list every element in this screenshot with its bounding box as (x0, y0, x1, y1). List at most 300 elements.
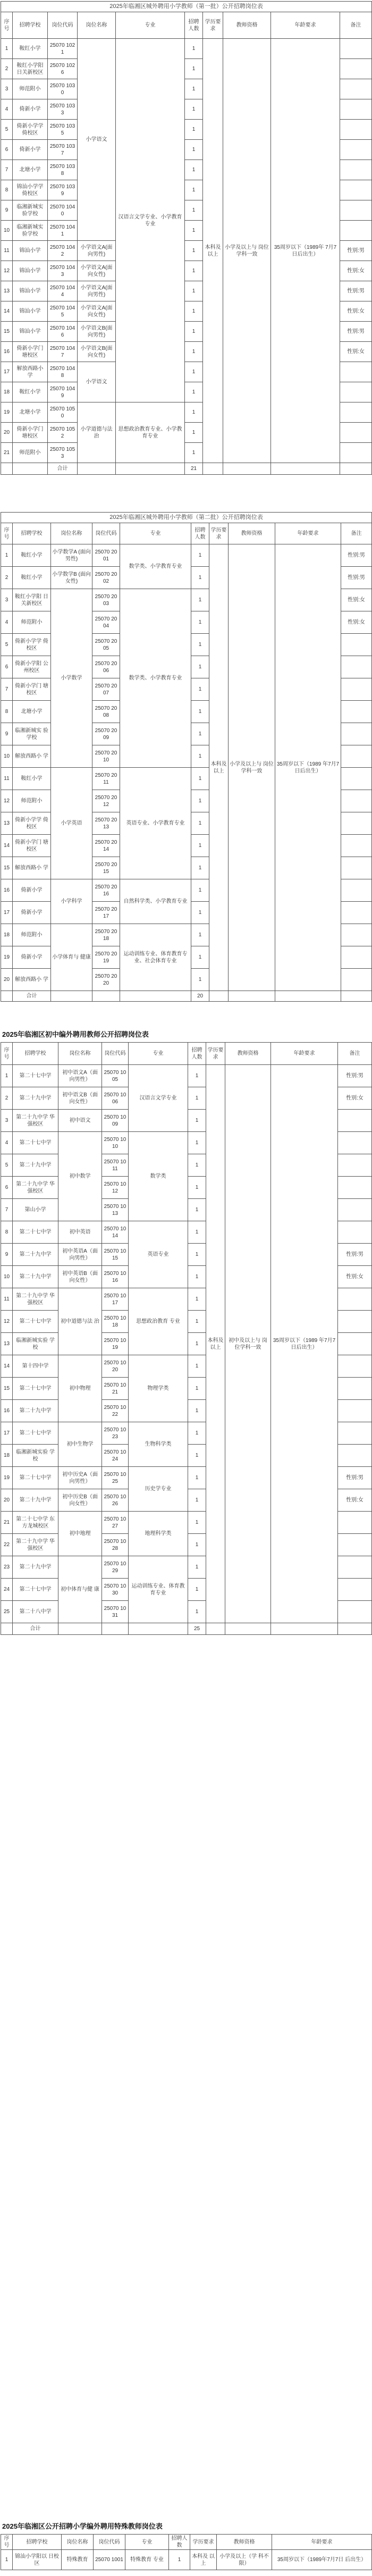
table1-count: 1 (185, 281, 203, 301)
t1-header-3: 岗位名称 (78, 12, 116, 39)
table2-school: 倚新小学学 倚校区 (13, 812, 51, 835)
table1-header-row (1, 12, 372, 39)
table3-code: 25070 1018 (102, 1311, 129, 1333)
table1-note: 性别:男 (340, 322, 372, 342)
table2-header-row (1, 523, 372, 544)
table1-school: 解放西路小 学 (13, 362, 48, 382)
table3-school: 第二十九中学 华强校区 (13, 1110, 58, 1132)
table1-seq: 17 (1, 362, 13, 382)
t1-header-1: 招聘学校 (13, 12, 48, 39)
table3-major: 汉语言文学专业 (129, 1065, 188, 1132)
table2-school: 临湘新城实 验学校 (13, 723, 51, 745)
table3-title: 2025年临湘区初中编外聘用教师公开招聘岗位表 (2, 1030, 149, 1038)
table4-seq: 1 (1, 2550, 13, 2570)
t2-header-8: 年龄要求 (275, 523, 341, 544)
table1-school: 师范附小 (13, 443, 48, 463)
table4-position: 特殊教育 (62, 2550, 94, 2570)
table2-seq: 15 (1, 857, 13, 879)
table3-note-empty (338, 1288, 372, 1311)
table3-count: 1 (188, 1154, 206, 1177)
table3-code: 25070 1021 (102, 1378, 129, 1400)
table2-school: 师范附小 (13, 611, 51, 634)
table1-seq: 2 (1, 59, 13, 79)
table3-school: 第二十九中学 (13, 1489, 58, 1512)
table3-code: 25070 1006 (102, 1087, 129, 1110)
table1-block (0, 1, 372, 475)
table2-code: 25070 2017 (92, 902, 120, 924)
table2-note: 性别:男 (341, 544, 372, 567)
table2-seq: 19 (1, 946, 13, 969)
t2-header-7: 教师资格 (229, 523, 275, 544)
table3-count: 1 (188, 1266, 206, 1288)
table1-code: 25070 1042 (48, 241, 78, 261)
table1-seq: 5 (1, 120, 13, 140)
table2-position: 小学数学 (51, 589, 92, 768)
table1-code: 25070 1053 (48, 443, 78, 463)
table1-row (1, 39, 372, 59)
t3-header-0: 序号 (1, 1043, 13, 1065)
table3-education: 本科及以上 (206, 1065, 225, 1623)
t4-header-1: 招聘学校 (13, 2535, 62, 2550)
table3-major: 生物科学类 (129, 1422, 188, 1467)
table1-note-empty (340, 180, 372, 200)
table1-note-empty (340, 79, 372, 99)
table2-row (1, 544, 372, 567)
table3-code: 25070 1013 (102, 1199, 129, 1221)
table2-count: 1 (191, 723, 209, 745)
t3-header-8: 年龄要求 (271, 1043, 338, 1065)
table3-block (0, 1027, 372, 1635)
table3-school: 第二十九中学 (13, 1154, 58, 1177)
table2-position: 小学英语 (51, 768, 92, 879)
table2-code: 25070 2008 (92, 701, 120, 723)
table1-note: 性别:女 (340, 342, 372, 362)
table2-code: 25070 2007 (92, 678, 120, 701)
table1-note-empty (340, 423, 372, 443)
table1-school: 锦汕小学 (13, 322, 48, 342)
table1-note: 性别:男 (340, 281, 372, 301)
table1-count: 1 (185, 221, 203, 241)
table3-count: 1 (188, 1422, 206, 1445)
table4-block (0, 2519, 372, 2570)
table3-count: 1 (188, 1355, 206, 1378)
table2-count: 1 (191, 902, 209, 924)
table2-seq: 11 (1, 768, 13, 790)
table4-major: 特殊教育 专业 (125, 2550, 169, 2570)
table3-note-empty (338, 1556, 372, 1579)
table2-school: 倚新小学门 塘校区 (13, 678, 51, 701)
table3-seq: 14 (1, 1355, 13, 1378)
table4-count: 1 (169, 2550, 190, 2570)
table1-seq: 20 (1, 423, 13, 443)
table3-seq: 6 (1, 1177, 13, 1199)
table1-seq: 12 (1, 261, 13, 281)
table1-code: 25070 1047 (48, 342, 78, 362)
table3-seq: 20 (1, 1489, 13, 1512)
table3-school: 临湘新城实验 学校 (13, 1333, 58, 1355)
table1-code: 25070 1049 (48, 382, 78, 402)
table3-total-seq (1, 1623, 13, 1635)
table2-code: 25070 2020 (92, 969, 120, 991)
table3-code: 25070 1010 (102, 1132, 129, 1154)
table4-code: 25070 1001 (94, 2550, 125, 2570)
table2-seq: 2 (1, 567, 13, 589)
table1-count: 1 (185, 200, 203, 221)
table3-note-empty (338, 1311, 372, 1333)
table1-count: 1 (185, 301, 203, 322)
table3-code: 25070 1012 (102, 1177, 129, 1199)
table2-school: 鞍红小学 (13, 567, 51, 589)
table3-seq: 9 (1, 1244, 13, 1266)
table3-total-e3 (129, 1623, 188, 1635)
table2-count: 1 (191, 768, 209, 790)
table3-count: 1 (188, 1132, 206, 1154)
table3-header-row (1, 1043, 372, 1065)
t2-header-3: 岗位代码 (92, 523, 120, 544)
table3-note-empty (338, 1445, 372, 1467)
table1-count: 1 (185, 362, 203, 382)
table1-seq: 14 (1, 301, 13, 322)
table1-cert: 小学及以上与 岗位学科一致 (223, 39, 271, 463)
table1-code: 25070 1033 (48, 99, 78, 120)
table3-note: 性别:女 (338, 1266, 372, 1288)
table2-total-e4 (209, 991, 229, 1002)
table1-school: 倚新小学门 塘校区 (13, 342, 48, 362)
table2-major: 数学类、小学教育专业 (120, 589, 191, 768)
table2-note: 性别:男 (341, 567, 372, 589)
table1-code: 25070 1021 (48, 39, 78, 59)
t3-header-1: 招聘学校 (13, 1043, 58, 1065)
table1 (1, 1, 372, 475)
table3-total-e7 (338, 1623, 372, 1635)
table1-note-empty (340, 362, 372, 382)
table1-seq: 16 (1, 342, 13, 362)
table3-code: 25070 1031 (102, 1601, 129, 1623)
table3-note: 性别:女 (338, 1489, 372, 1512)
t2-header-2: 岗位名称 (51, 523, 92, 544)
table3-position: 初中地理 (58, 1512, 102, 1556)
table3-note-empty (338, 1154, 372, 1177)
table3-code: 25070 1019 (102, 1333, 129, 1355)
table2-note-empty (341, 678, 372, 701)
table1-count: 1 (185, 382, 203, 402)
table1-code: 25070 1035 (48, 120, 78, 140)
table2-code: 25070 2005 (92, 634, 120, 656)
table3-count: 1 (188, 1467, 206, 1489)
table3-school: 第二十九中学 (13, 1556, 58, 1579)
table1-total-empty3 (203, 463, 223, 475)
table3-code: 25070 1015 (102, 1244, 129, 1266)
table3-note-empty (338, 1534, 372, 1556)
table2-school: 倚新小学学 倚校区 (13, 634, 51, 656)
table4-row (1, 2550, 372, 2570)
table3-code: 25070 1030 (102, 1579, 129, 1601)
table4-age: 35周岁以下（1989年7月7日 后出生） (272, 2550, 372, 2570)
table3-seq: 2 (1, 1087, 13, 1110)
table1-count: 1 (185, 443, 203, 463)
table2-note: 性别:女 (341, 589, 372, 611)
table1-position-gender: 小学语文A(面 向男性) (78, 241, 116, 261)
table2-seq: 4 (1, 611, 13, 634)
table1-note: 性别:女 (340, 261, 372, 281)
table3-major: 历史学专业 (129, 1467, 188, 1512)
table2-code: 25070 2012 (92, 790, 120, 812)
table2-note-empty (341, 701, 372, 723)
table2-seq: 3 (1, 589, 13, 611)
table1-total-empty5 (271, 463, 340, 475)
table2-code: 25070 2001 (92, 544, 120, 567)
table1-count: 1 (185, 120, 203, 140)
table2-school: 师范附小 (13, 924, 51, 946)
table2-count: 1 (191, 969, 209, 991)
table3-total-label: 合计 (13, 1623, 58, 1635)
table3-note-empty (338, 1199, 372, 1221)
table2 (1, 512, 372, 1002)
table3-seq: 3 (1, 1110, 13, 1132)
table3-school: 第二十九中学 (13, 1087, 58, 1110)
table2-school: 鞍红小学 (13, 768, 51, 790)
table2-count: 1 (191, 701, 209, 723)
t1-header-8: 年龄要求 (271, 12, 340, 39)
table1-school: 北塘小学 (13, 402, 48, 423)
t3-header-6: 学历要求 (206, 1043, 225, 1065)
table3-seq: 19 (1, 1467, 13, 1489)
table1-school: 锦汕小学 (13, 281, 48, 301)
table2-count: 1 (191, 656, 209, 678)
table1-seq: 9 (1, 200, 13, 221)
table1-school: 师范附小 (13, 79, 48, 99)
table1-note: 性别:女 (340, 301, 372, 322)
table1-school: 锦汕小学学 倚校区 (13, 180, 48, 200)
table3-count: 1 (188, 1110, 206, 1132)
table3-code: 25070 1009 (102, 1110, 129, 1132)
table1-code: 25070 1050 (48, 402, 78, 423)
table3-total-e5 (225, 1623, 271, 1635)
table3-note-empty (338, 1378, 372, 1400)
table3-seq: 1 (1, 1065, 13, 1087)
table1-school: 倚新小学 (13, 140, 48, 160)
t4-header-3: 岗位代码 (94, 2535, 125, 2550)
table2-major: 英语专业、小学教育专业 (120, 768, 191, 879)
table3-position: 初中历史A（面 向男性） (58, 1467, 102, 1489)
table2-count: 1 (191, 589, 209, 611)
table3-total-e1 (58, 1623, 102, 1635)
t4-header-7: 教师资格 (217, 2535, 272, 2550)
table1-note-empty (340, 200, 372, 221)
table3-school: 第二十七中学 (13, 1467, 58, 1489)
table2-code: 25070 2009 (92, 723, 120, 745)
table2-count: 1 (191, 812, 209, 835)
table2-count: 1 (191, 790, 209, 812)
table2-count: 1 (191, 567, 209, 589)
table1-school: 北塘小学 (13, 160, 48, 180)
t4-header-2: 岗位名称 (62, 2535, 94, 2550)
table3-note-empty (338, 1400, 372, 1422)
table1-note-empty (340, 59, 372, 79)
table2-block (0, 512, 372, 1002)
table3-count: 1 (188, 1512, 206, 1534)
table2-body (1, 544, 372, 991)
table3-school: 第山小学 (13, 1199, 58, 1221)
table2-note-empty (341, 879, 372, 902)
table2-code: 25070 2018 (92, 924, 120, 946)
table1-code: 25070 1045 (48, 301, 78, 322)
table3-seq: 15 (1, 1378, 13, 1400)
table3-row (1, 1065, 372, 1087)
table3-position: 初中语文B（面 向女性） (58, 1087, 102, 1110)
t3-header-4: 专业 (129, 1043, 188, 1065)
table1-count: 1 (185, 423, 203, 443)
table1-code: 25070 1040 (48, 200, 78, 221)
table1-total-empty (78, 463, 116, 475)
table3-position: 初中英语B（面 向女性） (58, 1266, 102, 1288)
table2-total-seq (1, 991, 13, 1002)
table2-school: 解放西路小 学 (13, 745, 51, 768)
table1-total-label: 合计 (48, 463, 78, 475)
table3-seq: 4 (1, 1132, 13, 1154)
table1-total-seq (1, 463, 13, 475)
table1-seq: 11 (1, 241, 13, 261)
table1-school: 临湘新城实 验学校 (13, 221, 48, 241)
table3-school: 第二十八中学 (13, 1601, 58, 1623)
table2-seq: 12 (1, 790, 13, 812)
table1-school: 锦汕小学 (13, 261, 48, 281)
table1-total-school (13, 463, 48, 475)
table3-position: 初中语文 (58, 1110, 102, 1132)
table2-note-empty (341, 902, 372, 924)
table1-note: 性别:男 (340, 241, 372, 261)
table3-position: 初中历史B（面 向女性） (58, 1489, 102, 1512)
table2-seq: 20 (1, 969, 13, 991)
table3-code: 25070 1011 (102, 1154, 129, 1177)
table2-count: 1 (191, 879, 209, 902)
table3-code: 25070 1023 (102, 1422, 129, 1445)
table3-note: 性别:男 (338, 1467, 372, 1489)
table4-education: 本科及 以上 (190, 2550, 217, 2570)
table3-body (1, 1065, 372, 1623)
table1-school: 鞍红小学 (13, 382, 48, 402)
table1-education: 本科及以上 (203, 39, 223, 463)
table3-code: 25070 1014 (102, 1221, 129, 1244)
table1-count: 1 (185, 322, 203, 342)
table3-position: 初中体育与健 康 (58, 1556, 102, 1623)
table1-seq: 3 (1, 79, 13, 99)
table3-seq: 5 (1, 1154, 13, 1177)
table3-count: 1 (188, 1445, 206, 1467)
table3-seq: 22 (1, 1534, 13, 1556)
table1-total-count: 21 (185, 463, 203, 475)
table2-title: 2025年临湘区城外聘用小学教师（第二批）公开招聘岗位表 (1, 513, 372, 523)
t2-header-0: 序号 (1, 523, 13, 544)
table3-seq: 16 (1, 1400, 13, 1422)
t2-header-5: 招聘人数 (191, 523, 209, 544)
table1-count: 1 (185, 79, 203, 99)
t2-header-1: 招聘学校 (13, 523, 51, 544)
table2-seq: 1 (1, 544, 13, 567)
t4-header-6: 学历要求 (190, 2535, 217, 2550)
table2-code: 25070 2014 (92, 835, 120, 857)
table3-count: 1 (188, 1288, 206, 1311)
table4-school: 锦汕小学阳以 日校区 (13, 2550, 62, 2570)
table1-note-empty (340, 443, 372, 463)
table1-total-empty6 (340, 463, 372, 475)
table3-major: 思想政治教育 专业 (129, 1288, 188, 1355)
table1-seq: 4 (1, 99, 13, 120)
table3-school: 第十四中学 (13, 1355, 58, 1378)
table2-total-e3 (120, 991, 191, 1002)
table3-seq: 12 (1, 1311, 13, 1333)
table1-total-empty4 (223, 463, 271, 475)
t2-header-4: 专业 (120, 523, 191, 544)
table3-note-empty (338, 1512, 372, 1534)
table3-seq: 8 (1, 1221, 13, 1244)
table3-school: 第二十七中学 (13, 1132, 58, 1154)
table3-school: 第二十九中学 华强校区 (13, 1177, 58, 1199)
table2-seq: 9 (1, 723, 13, 745)
table1-code: 25070 1044 (48, 281, 78, 301)
table3-position: 初中英语A（面 向男性） (58, 1244, 102, 1266)
table2-education: 本科及以上 (209, 544, 229, 991)
table3-school: 临湘新城实验 学校 (13, 1445, 58, 1467)
table2-note-empty (341, 745, 372, 768)
table3-position: 初中语文A（面 向男性） (58, 1065, 102, 1087)
table3-note-empty (338, 1132, 372, 1154)
table2-school: 解放西路小 学 (13, 857, 51, 879)
table1-major-moral: 思想政治教育专业、小学教育专业 (116, 402, 185, 463)
table2-code: 25070 2004 (92, 611, 120, 634)
table2-code: 25070 2019 (92, 946, 120, 969)
table1-position-moral: 小学道德与法 治 (78, 402, 116, 463)
table2-school: 鞍红小学 (13, 544, 51, 567)
table2-note-empty (341, 790, 372, 812)
table2-school: 倚新小学 (13, 946, 51, 969)
table3-count: 1 (188, 1199, 206, 1221)
table3-count: 1 (188, 1601, 206, 1623)
table2-count: 1 (191, 745, 209, 768)
table1-school: 锦汕小学 (13, 241, 48, 261)
table3-school: 第二十九中学 华强校区 (13, 1534, 58, 1556)
t3-header-9: 备注 (338, 1043, 372, 1065)
table3-note: 性别:男 (338, 1065, 372, 1087)
table2-note-empty (341, 656, 372, 678)
table2-seq: 10 (1, 745, 13, 768)
table1-school: 鞍红小学阳 日关新校区 (13, 59, 48, 79)
table1-note-empty (340, 402, 372, 423)
table3-seq: 11 (1, 1288, 13, 1311)
table2-position: 小学体育与 健康 (51, 924, 92, 991)
table2-total-e6 (275, 991, 341, 1002)
table1-school: 倚新小学 (13, 99, 48, 120)
table2-school: 解放西路小 学 (13, 969, 51, 991)
t1-header-2: 岗位代码 (48, 12, 78, 39)
table3-cert: 初中及以上与 岗位学科一致 (225, 1065, 271, 1623)
table2-seq: 16 (1, 879, 13, 902)
table3-school: 第二十七中学 (13, 1065, 58, 1087)
table3-major: 地理科学类 (129, 1512, 188, 1556)
table1-major-chinese: 汉语言文学专业、小学教育专业 (116, 39, 185, 402)
table3-code: 25070 1029 (102, 1556, 129, 1579)
table1-code: 25070 1048 (48, 362, 78, 382)
table1-note-empty (340, 221, 372, 241)
table1-code: 25070 1026 (48, 59, 78, 79)
table2-seq: 8 (1, 701, 13, 723)
table2-count: 1 (191, 544, 209, 567)
table1-position-chinese-2: 小学语文 (78, 362, 116, 402)
t3-header-7: 教师资格 (225, 1043, 271, 1065)
table1-position-gender: 小学语文A(面 向女性) (78, 301, 116, 322)
table3-count: 1 (188, 1065, 206, 1087)
table3-count: 1 (188, 1579, 206, 1601)
